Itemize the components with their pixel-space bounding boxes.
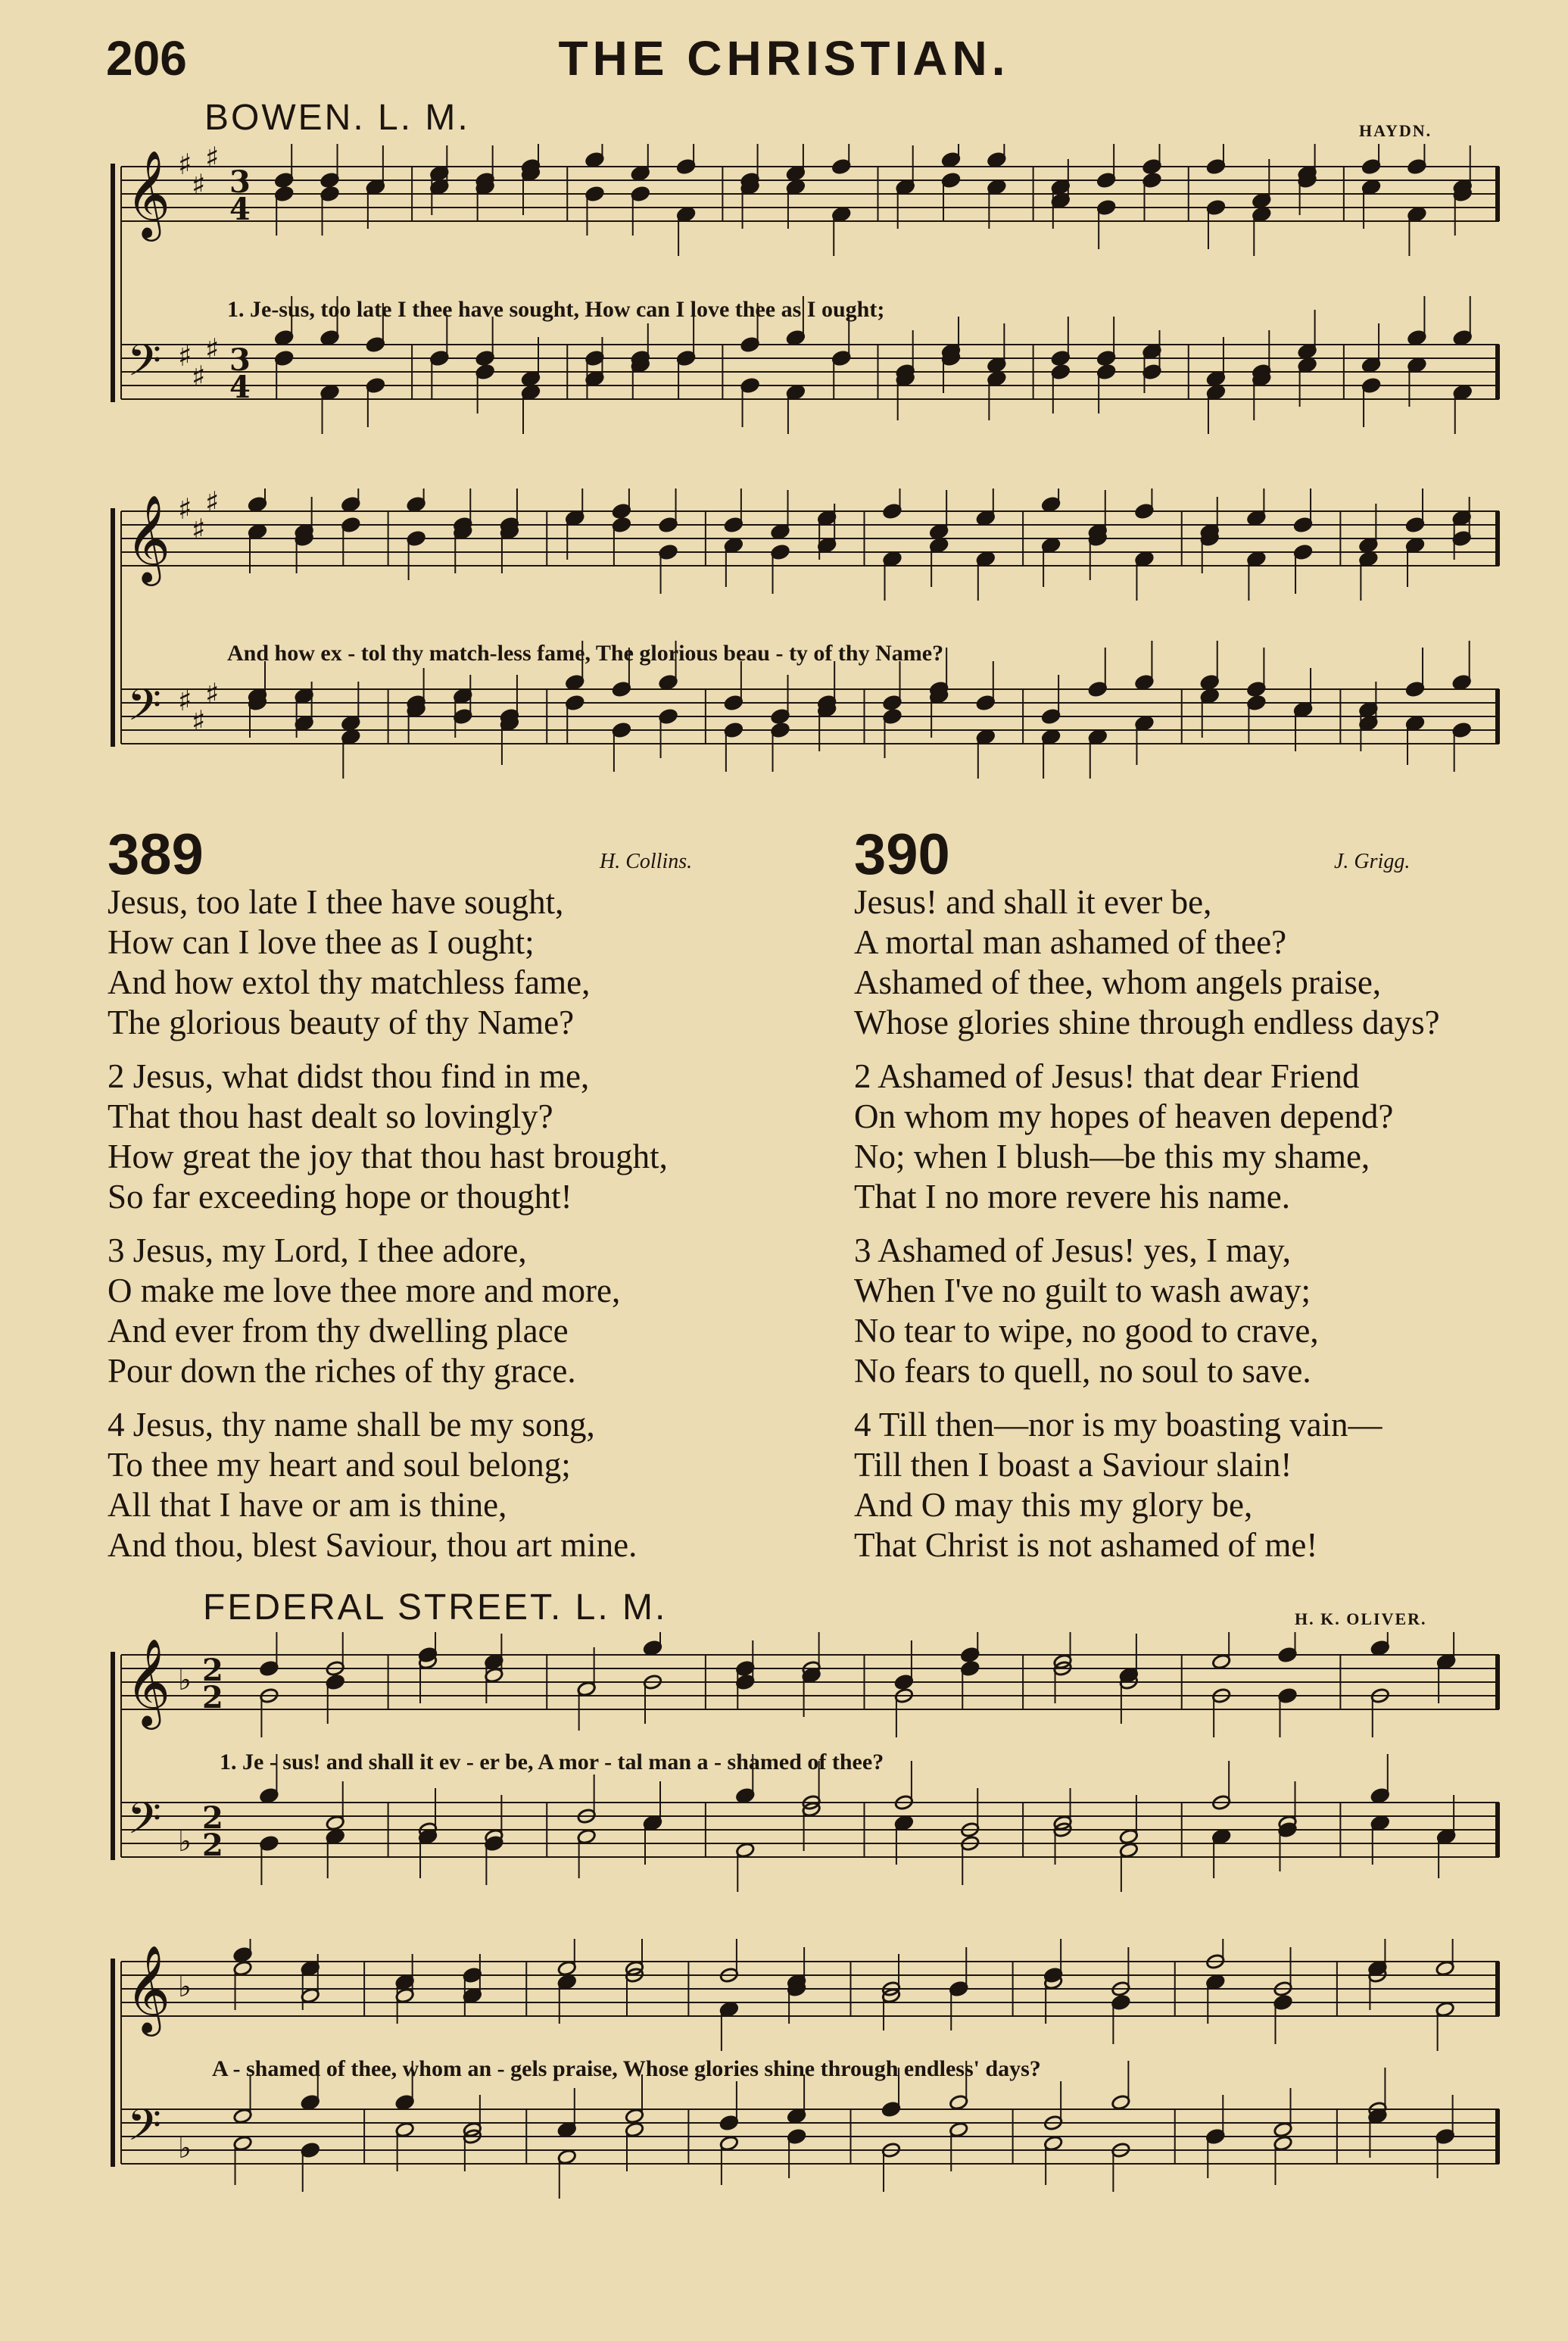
hymn-389-stanza-3: 3 Jesus, my Lord, I thee adore, O make me love thee more and more, And ever from thy dwelling place Pour down the riches of thy grace. [108,1231,621,1390]
lyric-line-bowen-1: 1. Je-sus, too late I thee have sought, How can I love thee as I ought; [227,297,885,322]
svg-text:3: 3 [229,342,251,378]
hymn-390-stanza-4: 4 Till then—nor is my boasting vain— Till then I boast a Saviour slain! And O may this my glory be, That Christ is not ashamed of me! [854,1406,1383,1564]
svg-text:𝄞: 𝄞 [126,149,171,238]
svg-text:♭: ♭ [178,1663,192,1696]
svg-text:4: 4 [229,192,251,227]
page-title: THE CHRISTIAN. [558,31,1010,86]
music-system-federal-2 [106,1939,1514,2227]
lyric-line-federal-2: A - shamed of thee, whom an - gels praise, Whose glories shine through endless' days? [212,2056,1041,2081]
svg-text:♯: ♯ [178,492,192,526]
page-number: 206 [106,31,187,86]
svg-text:♯: ♯ [178,684,192,717]
grand-staff [106,1939,1514,2227]
svg-text:♯: ♯ [192,168,206,201]
svg-text:♯: ♯ [205,144,220,174]
svg-text:𝄢: 𝄢 [127,679,162,741]
lyric-line-bowen-2: And how ex - tol thy match-less fame, The glorious beau - ty of thy Name? [227,641,944,666]
svg-text:2: 2 [202,1680,223,1715]
svg-text:𝄢: 𝄢 [127,335,162,397]
tune-name-federal-street: FEDERAL STREET. L. M. [203,1587,668,1628]
svg-text:𝄞: 𝄞 [126,1944,171,2033]
svg-text:4: 4 [229,370,251,405]
composer-oliver: H. K. OLIVER. [1295,1609,1427,1628]
lyric-line-federal-1: 1. Je - sus! and shall it ev - er be, A mor - tal man a - shamed of thee? [220,1750,884,1774]
composer-haydn: HAYDN. [1359,121,1432,140]
hymn-390-stanza-1: Jesus! and shall it ever be, A mortal man ashamed of thee? Ashamed of thee, whom angels praise, Whose glories shine through endless days? [854,883,1440,1041]
svg-text:♯: ♯ [178,148,192,181]
svg-text:𝄢: 𝄢 [127,1793,162,1855]
svg-text:♭: ♭ [178,2131,192,2165]
hymn-number-390: 390 [854,822,950,887]
grand-staff [106,1632,1514,1920]
hymn-389-stanza-4: 4 Jesus, thy name shall be my song, To thee my heart and soul belong; All that I have or am is thine, And thou, blest Saviour, thou art mine. [108,1406,637,1564]
hymn-390-stanza-2: 2 Ashamed of Jesus! that dear Friend On whom my hopes of heaven depend? No; when I blush—be this my shame, That I no more revere his name. [854,1057,1394,1216]
svg-text:♯: ♯ [178,339,192,373]
svg-text:𝄢: 𝄢 [127,2099,162,2162]
svg-text:♯: ♯ [205,332,220,366]
svg-text:3: 3 [229,164,251,200]
svg-text:2: 2 [202,1828,223,1863]
hymn-389-stanza-1: Jesus, too late I thee have sought, How can I love thee as I ought; And how extol thy matchless fame, The glorious beauty of thy Name? [108,883,591,1041]
hymn-author-390: J. Grigg. [1334,850,1411,873]
svg-text:♯: ♯ [205,488,220,519]
hymn-390-stanza-3: 3 Ashamed of Jesus! yes, I may, When I've no guilt to wash away; No tear to wipe, no good to crave, No fears to quell, no soul to save. [854,1231,1319,1390]
svg-text:2: 2 [202,1800,223,1836]
svg-text:♭: ♭ [178,1824,192,1858]
hymn-number-389: 389 [108,822,204,887]
svg-text:♯: ♯ [205,677,220,710]
svg-text:♯: ♯ [192,513,206,546]
hymn-389-stanza-2: 2 Jesus, what didst thou find in me, That thou hast dealt so lovingly? How great the joy that thou hast brought, So far exceeding hope or thought! [108,1057,668,1216]
tune-name-bowen: BOWEN. L. M. [204,98,470,138]
svg-text:𝄞: 𝄞 [126,494,171,582]
svg-text:2: 2 [202,1653,223,1688]
svg-text:♯: ♯ [192,360,206,393]
svg-text:♭: ♭ [178,1970,192,2003]
svg-text:♯: ♯ [192,704,206,738]
hymn-author-389: H. Collins. [600,850,693,873]
music-system-federal-1 [106,1632,1514,1920]
svg-text:𝄞: 𝄞 [126,1637,171,1726]
